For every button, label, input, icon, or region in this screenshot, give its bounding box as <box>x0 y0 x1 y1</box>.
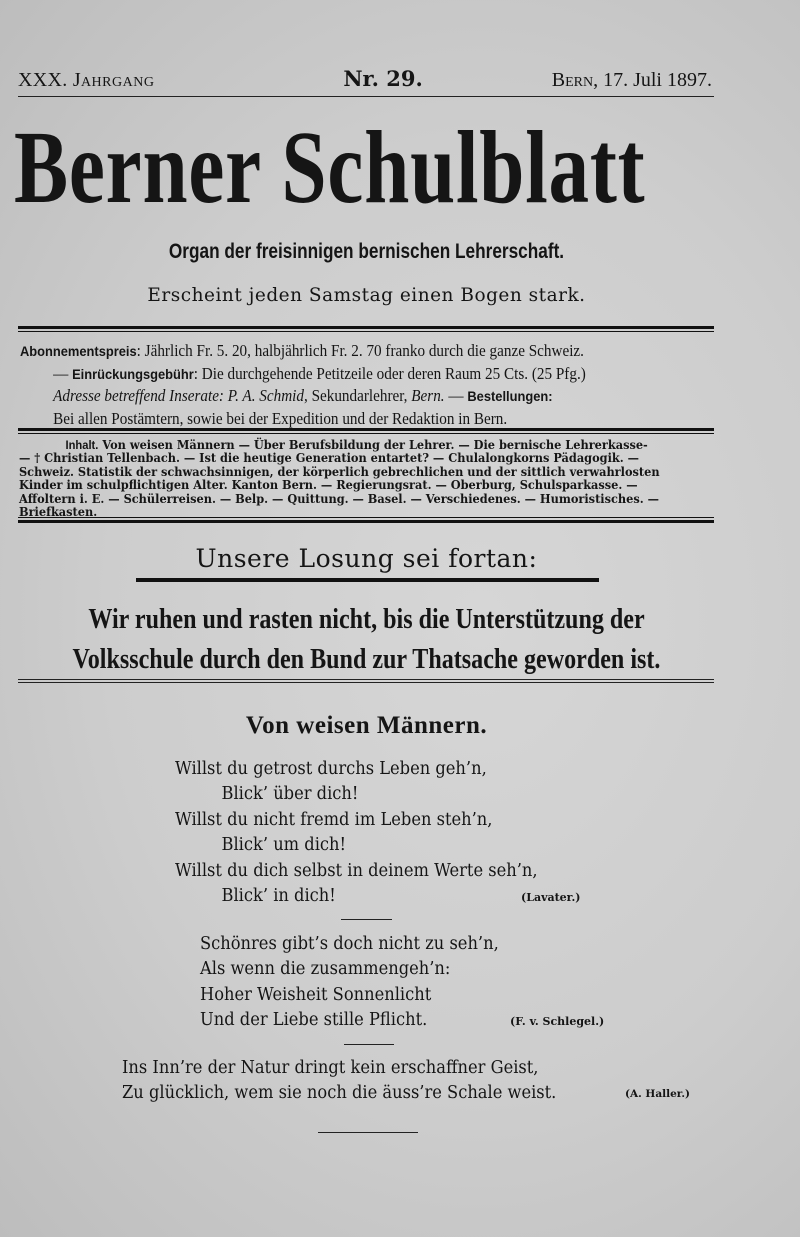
contents-line: Briefkasten. <box>19 505 98 520</box>
contents-line: Affoltern i. E. — Schülerreisen. — Belp. — Quittung. — Basel. — Verschiedenes. — Humoristisches. — <box>19 491 659 506</box>
contents-line: Schweiz. Statistik der schwachsinnigen, der körperlich gebrechlichen und der sittlich verwahrlosten <box>19 464 660 479</box>
double-rule <box>18 679 714 683</box>
poem-attribution: (A. Haller.) <box>625 1088 690 1100</box>
slogan-line: Volksschule durch den Bund zur Thatsache geworden ist. <box>72 644 661 675</box>
motto-heading: Unsere Losung sei fortan: <box>195 544 538 573</box>
contents-line: — † Christian Tellenbach. — Ist die heutige Generation entartet? — Chulalongkorns Pädagogik. — <box>19 451 639 466</box>
section-divider <box>344 1044 394 1045</box>
issue-date: BERN, 17. Juli 1897. <box>551 69 712 91</box>
poem-line: Blick’ über dich! <box>221 784 359 805</box>
double-rule <box>18 428 714 434</box>
poem-line: Willst du getrost durchs Leben geh’n, <box>175 759 487 779</box>
subscription-info <box>20 340 720 430</box>
end-divider <box>318 1132 418 1133</box>
poem-line: Schönres gibt’s doch nicht zu seh’n, <box>200 934 499 954</box>
slogan-line: Wir ruhen und rasten nicht, bis die Unterstützung der <box>88 604 645 635</box>
poem-line: Willst du dich selbst in deinem Werte seh’n, <box>175 860 538 881</box>
poem-line: Hoher Weisheit Sonnenlicht <box>200 984 432 1005</box>
poem-line: Ins Inn’re der Natur dringt kein erschaffner Geist, <box>122 1058 539 1078</box>
insertion-fee-line: — Einrückungsgebühr: Die durchgehende Petitzeile oder deren Raum 25 Cts. (25 Pfg.) <box>53 363 586 383</box>
newspaper-title: Berner Schulblatt <box>14 110 646 225</box>
poem-line: Blick’ in dich! <box>221 886 336 907</box>
poem-line: Willst du nicht fremd im Leben steh’n, <box>175 809 493 830</box>
table-of-contents <box>19 439 714 519</box>
newspaper-subtitle: Organ der freisinnigen bernischen Lehrerschaft. <box>168 240 565 263</box>
motto-slogan <box>0 600 733 680</box>
contents-line: Kinder im schulpflichtigen Alter. Kanton Bern. — Regierungsrat. — Oberburg, Schulsparkasse. — <box>19 478 638 493</box>
subscription-price-line: Abonnementspreis: Jährlich Fr. 5. 20, halbjährlich Fr. 2. 70 franko durch die ganze Schweiz. <box>20 341 584 360</box>
poem-line: Blick’ um dich! <box>221 835 347 856</box>
poem-haller <box>122 1056 589 1107</box>
issue-number: Nr. 29. <box>343 66 423 91</box>
motto-underline <box>136 578 599 582</box>
publication-frequency: Erscheint jeden Samstag einen Bogen stark. <box>147 285 586 306</box>
poem-line: Zu glücklich, wem sie noch die äuss’re Schale weist. <box>122 1083 557 1104</box>
address-line: Adresse betreffend Inserate: P. A. Schmid, Sekundarlehrer, Bern. — Bestellungen: <box>53 386 553 405</box>
volume-label: XXX. JAHRGANG <box>18 69 155 91</box>
orders-line: Bei allen Postämtern, sowie bei der Expedition und der Redaktion in Bern. <box>53 408 508 428</box>
poem-lavater <box>175 757 565 909</box>
poem-attribution: (F. v. Schlegel.) <box>510 1015 605 1028</box>
poem-line: Und der Liebe stille Pflicht. <box>200 1010 428 1031</box>
article-title: Von weisen Männern. <box>245 712 488 739</box>
masthead-rule <box>18 96 714 97</box>
poem-line: Als wenn die zusammengeh’n: <box>200 959 451 980</box>
poem-attribution: (Lavater.) <box>521 891 581 904</box>
double-rule <box>18 326 714 332</box>
poem-schlegel <box>200 932 521 1034</box>
section-divider <box>341 919 392 920</box>
contents-line: Inhalt. Von weisen Männern — Über Berufsbildung der Lehrer. — Die bernische Lehrerkasse- <box>65 438 648 452</box>
masthead-info-line <box>18 66 712 92</box>
double-rule <box>18 517 714 523</box>
